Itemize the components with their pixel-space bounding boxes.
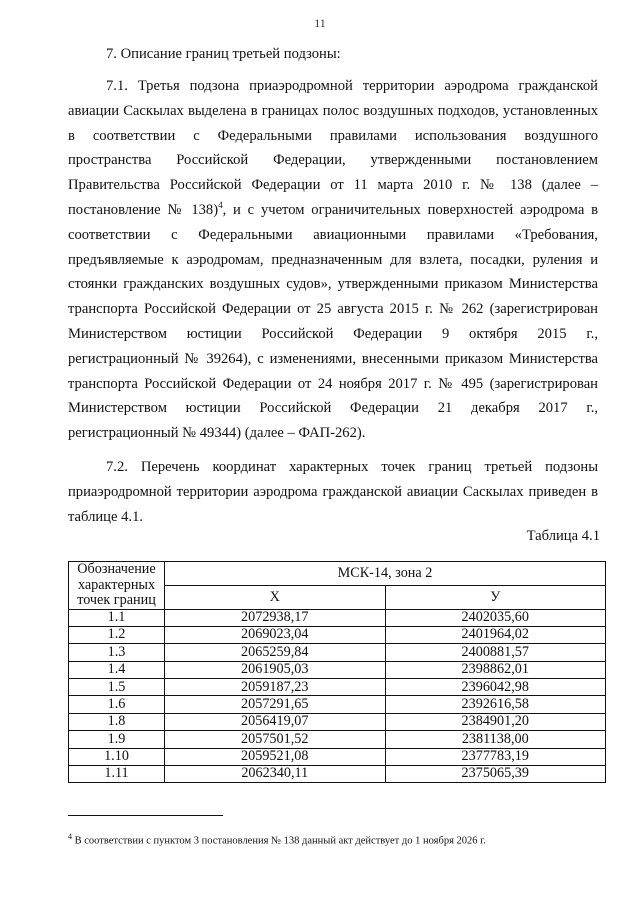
cell-point: 1.5	[69, 679, 165, 696]
footnote	[68, 832, 608, 847]
cell-x: 2069023,04	[165, 626, 386, 643]
cell-point: 1.10	[69, 748, 165, 765]
section-heading: 7. Описание границ третьей подзоны:	[106, 46, 341, 62]
cell-y: 2401964,02	[385, 626, 606, 643]
paragraph-7-1	[68, 74, 598, 446]
cell-point: 1.3	[69, 644, 165, 661]
table-row	[69, 731, 606, 748]
cell-y: 2381138,00	[385, 731, 606, 748]
footnote-text: В соответствии с пунктом 3 постановления № 138 данный акт действует до 1 ноября 2026 г.	[74, 835, 486, 847]
cell-point: 1.6	[69, 696, 165, 713]
cell-point: 1.4	[69, 661, 165, 678]
cell-x: 2065259,84	[165, 644, 386, 661]
table-row	[69, 713, 606, 730]
cell-point: 1.9	[69, 731, 165, 748]
cell-x: 2057291,65	[165, 696, 386, 713]
cell-y: 2392616,58	[385, 696, 606, 713]
cell-y: 2400881,57	[385, 644, 606, 661]
cell-x: 2057501,52	[165, 731, 386, 748]
coordinates-table	[68, 561, 606, 783]
cell-y: 2384901,20	[385, 713, 606, 730]
cell-x: 2062340,11	[165, 766, 386, 783]
cell-x: 2061905,03	[165, 661, 386, 678]
cell-x: 2072938,17	[165, 609, 386, 626]
cell-y: 2402035,60	[385, 609, 606, 626]
cell-x: 2059187,23	[165, 679, 386, 696]
table-row	[69, 679, 606, 696]
page-number: 11	[314, 16, 326, 30]
cell-x: 2056419,07	[165, 713, 386, 730]
cell-point: 1.1	[69, 609, 165, 626]
table-caption: Таблица 4.1	[526, 528, 600, 544]
table-row	[69, 644, 606, 661]
cell-y: 2396042,98	[385, 679, 606, 696]
table-row	[69, 696, 606, 713]
paragraph-7-1-text-a: 7.1. Третья подзона приаэродромной территории аэродрома гражданской авиации Саскылах выделена в границах полос воздушных подходов, установленных в соответствии с Федеральными правилами использования воздушного пространства Российской Федерации, утвержденными постановлением Правительства Российской Федерации от 11 марта 2010 г. № 138 (далее – постановление № 138)	[68, 78, 598, 218]
table-row	[69, 609, 606, 626]
column-header-x: X	[165, 585, 386, 609]
footnote-reference: 4	[218, 200, 223, 211]
cell-y: 2377783,19	[385, 748, 606, 765]
paragraph-7-1-text-b: , и с учетом ограничительных поверхностей аэродрома в соответствии с Федеральными авиационными правилами «Требования, предъявляемые к аэродромам, предназначенным для взлета, посадки, руления и стоянки гражданских воздушных судов», утвержденными приказом Министерства транспорта Российской Федерации от 25 августа 2015 г. № 262 (зарегистрирован Министерством юстиции Российской Федерации 9 октября 2015 г., регистрационный № 39264), с изменениями, внесенными приказом Министерства транспорта Российской Федерации от 24 ноября 2017 г. № 495 (зарегистрирован Министерством юстиции Российской Федерации 21 декабря 2017 г., регистрационный № 49344) (далее – ФАП-262).	[68, 201, 598, 442]
column-header-designation: Обозначение характерных точек границ	[69, 562, 165, 610]
footnote-divider	[68, 815, 223, 816]
table-row	[69, 748, 606, 765]
table-row	[69, 766, 606, 783]
cell-point: 1.2	[69, 626, 165, 643]
footnote-mark: 4	[68, 832, 72, 841]
column-header-y: У	[385, 585, 606, 609]
cell-x: 2059521,08	[165, 748, 386, 765]
table-row	[69, 626, 606, 643]
cell-point: 1.8	[69, 713, 165, 730]
coordinates-table-body	[69, 609, 606, 783]
table-row	[69, 661, 606, 678]
cell-y: 2398862,01	[385, 661, 606, 678]
cell-point: 1.11	[69, 766, 165, 783]
column-header-coordinate-system: МСК-14, зона 2	[165, 562, 606, 586]
cell-y: 2375065,39	[385, 766, 606, 783]
paragraph-7-2: 7.2. Перечень координат характерных точек границ третьей подзоны приаэродромной территории аэродрома гражданской авиации Саскылах приведен в таблице 4.1.	[68, 459, 598, 525]
